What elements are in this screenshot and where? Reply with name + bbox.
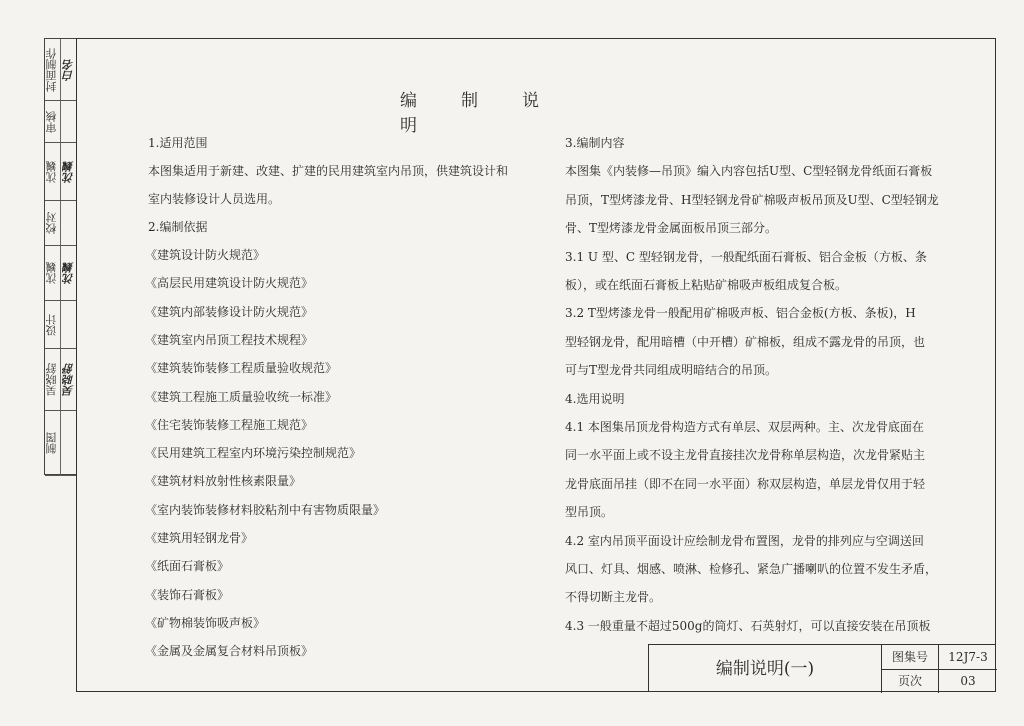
reference-name: 《住宅装饰装修工程施工规范》 bbox=[145, 417, 314, 432]
signature bbox=[61, 105, 76, 139]
signature-cell bbox=[45, 411, 76, 476]
reference-name: 《装饰石膏板》 bbox=[145, 587, 230, 602]
reference-name: 《建筑内部装修设计防火规范》 bbox=[145, 304, 314, 319]
atlas-number: 12J7-3 bbox=[948, 650, 988, 664]
signature-cell bbox=[45, 349, 76, 411]
signature-panel bbox=[44, 38, 76, 475]
body-text: 4.3 一般重量不超过500g的筒灯、石英射灯，可以直接安装在吊顶板 bbox=[565, 618, 931, 633]
reference-name: 《纸面石膏板》 bbox=[145, 559, 230, 574]
body-text: 不得切断主龙骨。 bbox=[565, 590, 662, 605]
body-text: 可与T型龙骨共同组成明暗结合的吊顶。 bbox=[565, 363, 778, 378]
body-text: 吊顶，T型烤漆龙骨、H型轻钢龙骨矿棉吸声板吊顶及U型、C型轻钢龙 bbox=[565, 192, 939, 207]
drawing-name: 编制说明(一) bbox=[649, 645, 882, 693]
signature bbox=[61, 415, 76, 472]
body-text: 室内装修设计人员选用。 bbox=[148, 192, 281, 206]
body-text: 型吊顶。 bbox=[565, 505, 614, 520]
section-heading: 1.适用范围 bbox=[148, 136, 208, 150]
body-text: 3.2 T型烤漆龙骨一般配用矿棉吸声板、铝合金板(方板、条板)，H bbox=[565, 306, 916, 321]
signature-role-label: 审核 bbox=[45, 111, 58, 133]
body-text: 本图集适用于新建、改建、扩建的民用建筑室内吊顶，供建筑设计和 bbox=[148, 164, 509, 178]
signature-role-label: 吴晓舒 bbox=[45, 363, 58, 397]
signature-cell bbox=[45, 301, 76, 349]
reference-name: 《建筑材料放射性核素限量》 bbox=[145, 474, 302, 489]
body-text: 风口、灯具、烟感、喷淋、检修孔、紧急广播喇叭的位置不发生矛盾， bbox=[565, 562, 938, 576]
body-text: 3.1 U 型、C 型轻钢龙骨，一般配纸面石膏板、铝合金板（方板、条 bbox=[565, 249, 927, 264]
signature-cell bbox=[45, 101, 76, 143]
signature: 沈巍 bbox=[62, 161, 75, 183]
section-heading: 2.编制依据 bbox=[148, 220, 208, 234]
body-text: 骨、T型烤漆龙骨金属面板吊顶三部分。 bbox=[565, 221, 778, 236]
page-title: 编制说明 bbox=[400, 91, 583, 136]
body-text: 3.编制内容 bbox=[565, 136, 625, 150]
body-text: 4.1 本图集吊顶龙骨构造方式有单层、双层两种。主、次龙骨底面在 bbox=[565, 420, 924, 434]
signature bbox=[61, 305, 76, 345]
signature-role-label: 校对 bbox=[45, 212, 58, 235]
signature-role-label: 设计 bbox=[45, 314, 58, 336]
signature-cell bbox=[45, 143, 76, 201]
signature-role-label: 封面制作 bbox=[45, 48, 58, 92]
body-text: 4.2 室内吊顶平面设计应绘制龙骨布置图，龙骨的排列应与空调送回 bbox=[565, 533, 924, 548]
signature bbox=[61, 205, 76, 242]
signature-role-label: 制图 bbox=[45, 432, 58, 455]
reference-name: 《高层民用建筑设计防火规范》 bbox=[145, 276, 314, 291]
atlas-number-label: 图集号 bbox=[882, 645, 939, 669]
body-text: 4.选用说明 bbox=[565, 391, 625, 406]
signature-role-label: 沈巍 bbox=[45, 262, 58, 285]
body-text: 本图集《内装修—吊顶》编入内容包括U型、C型轻钢龙骨纸面石膏板 bbox=[565, 164, 933, 179]
signature-role-label: 沈巍 bbox=[45, 161, 58, 183]
signature-cell bbox=[45, 246, 76, 301]
reference-name: 《建筑装饰装修工程质量验收规范》 bbox=[145, 361, 338, 376]
page-number: 03 bbox=[960, 674, 976, 688]
reference-name: 《建筑工程施工质量验收统一标准》 bbox=[145, 389, 338, 404]
reference-name: 《建筑用轻钢龙骨》 bbox=[145, 531, 254, 545]
signature: 沈巍 bbox=[62, 262, 75, 285]
body-text: 同一水平面上或不设主龙骨直接挂次龙骨称单层构造，次龙骨紧贴主 bbox=[565, 448, 926, 463]
signature-cell bbox=[45, 39, 76, 101]
page-label: 页次 bbox=[882, 669, 939, 693]
reference-name: 《建筑设计防火规范》 bbox=[145, 248, 266, 262]
reference-name: 《室内装饰装修材料胶粘剂中有害物质限量》 bbox=[145, 502, 386, 517]
body-text: 板），或在纸面石膏板上粘贴矿棉吸声板组成复合板。 bbox=[565, 278, 848, 292]
body-text: 龙骨底面吊挂（即不在同一水平面）称双层构造，单层龙骨仅用于轻 bbox=[565, 476, 926, 491]
reference-name: 《矿物棉装饰吸声板》 bbox=[145, 615, 266, 630]
signature: 吴晓舒 bbox=[62, 363, 75, 397]
title-block bbox=[648, 644, 996, 692]
reference-name: 《建筑室内吊顶工程技术规程》 bbox=[145, 332, 314, 347]
reference-name: 《金属及金属复合材料吊顶板》 bbox=[145, 644, 314, 659]
body-text: 型轻钢龙骨，配用暗槽（中开槽）矿棉板，组成不露龙骨的吊顶，也 bbox=[565, 334, 926, 349]
signature: 白名 bbox=[62, 59, 75, 81]
reference-name: 《民用建筑工程室内环境污染控制规范》 bbox=[145, 446, 362, 461]
signature-cell bbox=[45, 201, 76, 246]
